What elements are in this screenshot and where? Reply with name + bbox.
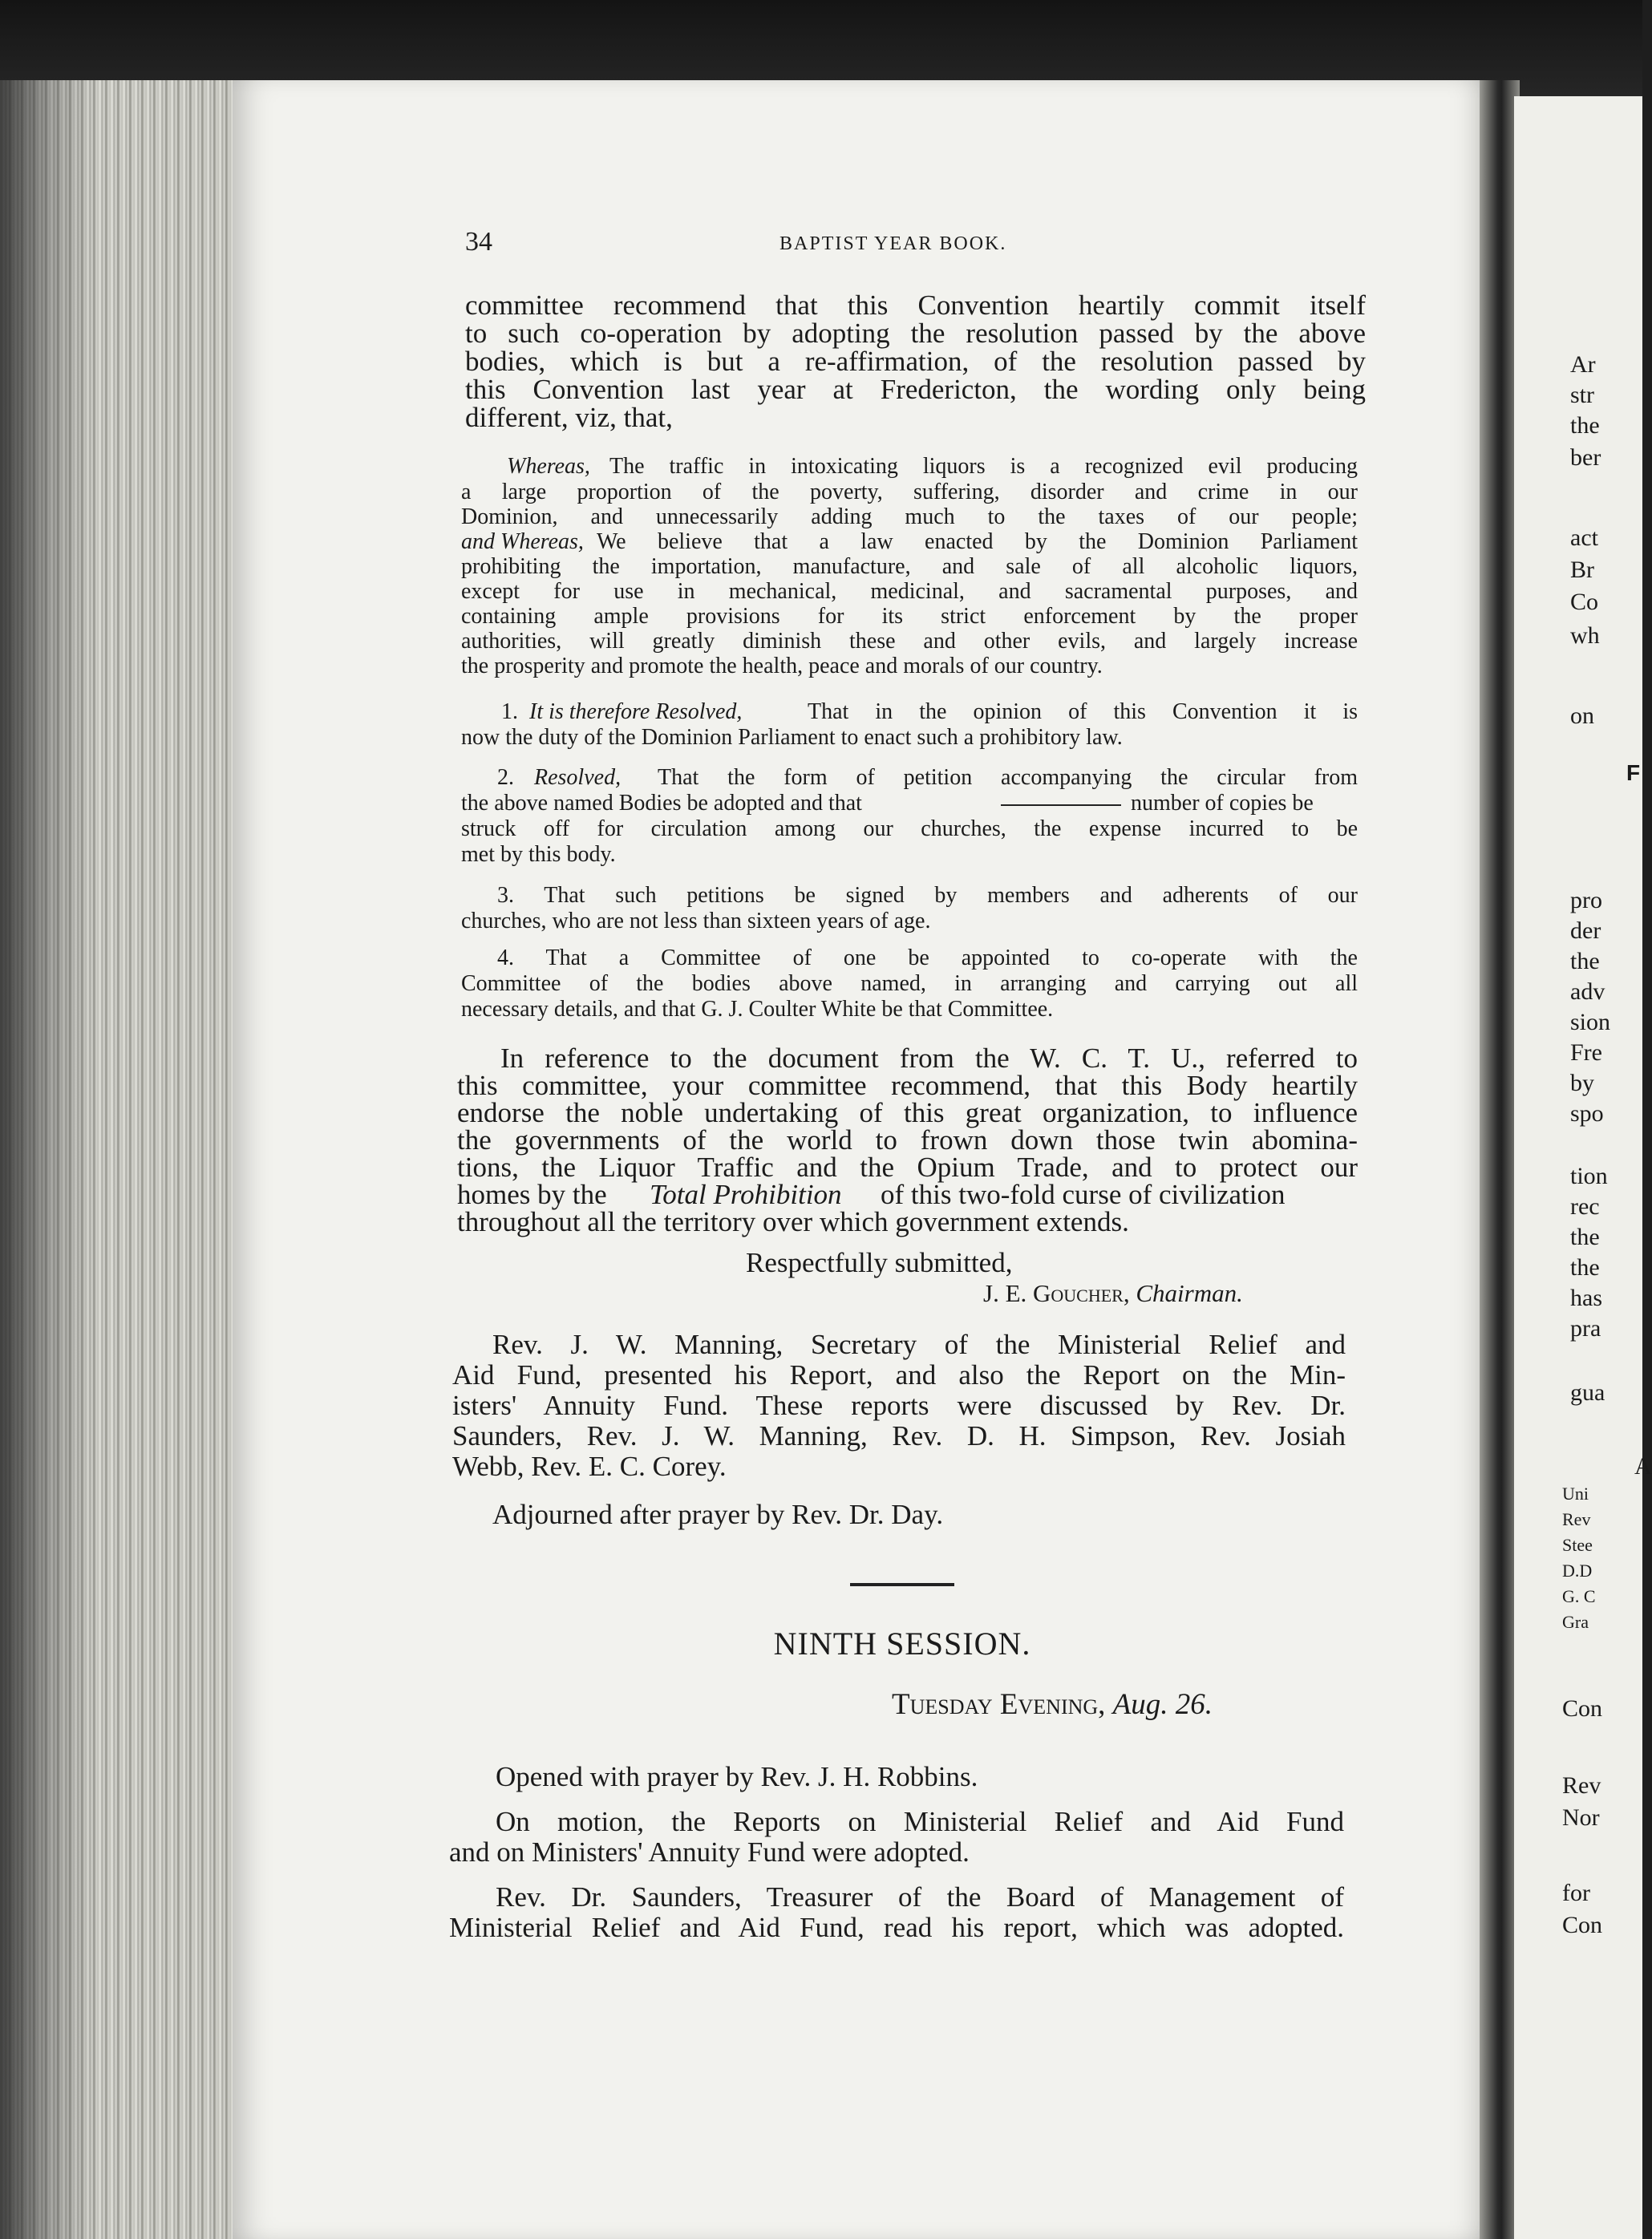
text-line: now the duty of the Dominion Parliament to enact such a prohibitory law. bbox=[461, 725, 1123, 750]
closing: Respectfully submitted, bbox=[746, 1247, 1013, 1278]
fragment-text: on bbox=[1570, 702, 1594, 729]
text-line: of this two-fold curse of civilization bbox=[881, 1179, 1286, 1210]
fragment-text: Ar bbox=[1570, 351, 1596, 378]
text-line: committee recommend that this Convention heartily commit itself bbox=[465, 289, 1366, 321]
edge-shadow bbox=[0, 80, 96, 2239]
text-line: the prosperity and promote the health, peace and morals of our country. bbox=[461, 654, 1103, 678]
text-line: That the form of petition accompanying the circular from bbox=[658, 765, 1358, 790]
text-line: endorse the noble undertaking of this great organization, to influence bbox=[457, 1097, 1358, 1128]
fragment-text: the bbox=[1570, 412, 1600, 439]
fragment-text: pro bbox=[1570, 887, 1602, 913]
fragment-text: rec bbox=[1570, 1193, 1600, 1220]
text-line: and on Ministers' Annuity Fund were adopted. bbox=[449, 1836, 970, 1868]
resolved-label: It is therefore Resolved, bbox=[529, 699, 743, 724]
text-line: Rev. J. W. Manning, Secretary of the Ministerial Relief and bbox=[492, 1329, 1346, 1360]
fragment-text: adv bbox=[1570, 978, 1605, 1005]
text-line: In reference to the document from the W. C. T. U., referred to bbox=[500, 1043, 1358, 1074]
adjourned-line: Adjourned after prayer by Rev. Dr. Day. bbox=[492, 1499, 944, 1530]
signer-name: J. E. Goucher, bbox=[983, 1279, 1130, 1307]
fragment-text: spo bbox=[1570, 1100, 1604, 1127]
signer-role: Chairman. bbox=[1136, 1279, 1243, 1307]
fragment-text: has bbox=[1570, 1285, 1602, 1311]
fragment-text: pra bbox=[1570, 1315, 1601, 1342]
fragment-text: the bbox=[1570, 1224, 1600, 1250]
blank-line bbox=[1001, 804, 1121, 806]
text-line: except for use in mechanical, medicinal, and sacramental purposes, and bbox=[461, 579, 1358, 604]
fragment-text: wh bbox=[1570, 622, 1600, 649]
text-line: a large proportion of the poverty, suffering, disorder and crime in our bbox=[461, 480, 1358, 504]
text-line: Saunders, Rev. J. W. Manning, Rev. D. H. Simpson, Rev. Josiah bbox=[452, 1420, 1346, 1452]
text-line: this committee, your committee recommend, that this Body heartily bbox=[457, 1070, 1358, 1101]
text-line: Webb, Rev. E. C. Corey. bbox=[452, 1451, 727, 1482]
fragment-text: Br bbox=[1570, 557, 1594, 583]
text-line: Aid Fund, presented his Report, and also the Report on the Min- bbox=[452, 1359, 1346, 1391]
item-number: 2. bbox=[497, 765, 514, 790]
text-line: churches, who are not less than sixteen years of age. bbox=[461, 909, 931, 933]
fragment-text: D.D bbox=[1562, 1561, 1593, 1581]
fragment-text: str bbox=[1570, 382, 1594, 408]
fragment-text: the bbox=[1570, 948, 1600, 974]
fragment-text: Rev bbox=[1562, 1772, 1601, 1799]
fragment-text: A bbox=[1634, 1453, 1652, 1480]
text-line: Ministerial Relief and Aid Fund, read his report, which was adopted. bbox=[449, 1912, 1344, 1943]
and-whereas-label: and Whereas, bbox=[461, 529, 584, 554]
text-line: bodies, which is but a re-affirmation, of the resolution passed by bbox=[465, 346, 1366, 377]
text-line: to such co-operation by adopting the resolution passed by the above bbox=[465, 318, 1366, 349]
fragment-text: Uni bbox=[1562, 1484, 1589, 1504]
emphasis-total-prohibition: Total Prohibition bbox=[650, 1179, 842, 1210]
fragment-text: for bbox=[1562, 1880, 1590, 1906]
running-title: BAPTIST YEAR BOOK. bbox=[779, 233, 1007, 254]
text-line: different, viz, that, bbox=[465, 402, 673, 433]
text-line: 3. That such petitions be signed by members and adherents of our bbox=[497, 883, 1358, 908]
page-number: 34 bbox=[465, 227, 492, 257]
fragment-text: Gra bbox=[1562, 1612, 1589, 1632]
text-line: The traffic in intoxicating liquors is a recognized evil producing bbox=[609, 454, 1358, 479]
fragment-text: Fre bbox=[1570, 1039, 1602, 1066]
text-line: authorities, will greatly diminish these and other evils, and largely increase bbox=[461, 629, 1358, 654]
dateline-day: Tuesday Evening, bbox=[892, 1688, 1106, 1721]
text-line: Committee of the bodies above named, in arranging and carrying out all bbox=[461, 971, 1358, 996]
opened-line: Opened with prayer by Rev. J. H. Robbins. bbox=[496, 1761, 978, 1792]
text-line: necessary details, and that G. J. Coulter White be that Committee. bbox=[461, 997, 1054, 1022]
fragment-text: the bbox=[1570, 1254, 1600, 1281]
text-line: That in the opinion of this Convention it is bbox=[808, 699, 1358, 724]
dateline-date: Aug. 26. bbox=[1112, 1688, 1213, 1721]
text-line: isters' Annuity Fund. These reports were discussed by Rev. Dr. bbox=[452, 1390, 1346, 1421]
fragment-text: Con bbox=[1562, 1695, 1603, 1722]
text-line: Rev. Dr. Saunders, Treasurer of the Board of Management of bbox=[496, 1881, 1344, 1913]
fragment-text: F bbox=[1626, 760, 1641, 785]
text-line: this Convention last year at Fredericton, the wording only being bbox=[465, 374, 1366, 405]
text-line: We believe that a law enacted by the Dominion Parliament bbox=[597, 529, 1358, 554]
fragment-text: tion bbox=[1570, 1163, 1608, 1189]
fragment-text: der bbox=[1570, 917, 1601, 944]
text-line: throughout all the territory over which government extends. bbox=[457, 1206, 1129, 1237]
item-number: 1. bbox=[501, 699, 518, 724]
fragment-text: Rev bbox=[1562, 1509, 1591, 1529]
fragment-text: G. C bbox=[1562, 1586, 1596, 1606]
fragment-text: gua bbox=[1570, 1379, 1605, 1406]
fragment-text: Stee bbox=[1562, 1535, 1593, 1555]
text-line: met by this body. bbox=[461, 842, 616, 867]
section-divider bbox=[850, 1583, 954, 1586]
text-line: 4. That a Committee of one be appointed to co-operate with the bbox=[497, 945, 1358, 970]
fragment-text: Nor bbox=[1562, 1804, 1600, 1831]
fragment-text: Co bbox=[1570, 589, 1599, 615]
text-line: homes by the bbox=[457, 1179, 607, 1210]
session-title: NINTH SESSION. bbox=[773, 1626, 1031, 1662]
text-line: containing ample provisions for its strict enforcement by the proper bbox=[461, 604, 1358, 629]
fragment-text: by bbox=[1570, 1070, 1594, 1096]
fragment-text: ber bbox=[1570, 444, 1601, 471]
text-line: number of copies be bbox=[1131, 791, 1314, 816]
text-line: On motion, the Reports on Ministerial Relief and Aid Fund bbox=[496, 1806, 1344, 1837]
text-line: the above named Bodies be adopted and that bbox=[461, 791, 862, 816]
text-line: tions, the Liquor Traffic and the Opium Trade, and to protect our bbox=[457, 1152, 1358, 1183]
fragment-text: sion bbox=[1570, 1009, 1611, 1035]
fragment-text: Con bbox=[1562, 1912, 1603, 1938]
resolved-label: Resolved, bbox=[534, 765, 622, 790]
text-line: Dominion, and unnecessarily adding much to the taxes of our people; bbox=[461, 504, 1358, 529]
text-line: prohibiting the importation, manufacture, and sale of all alcoholic liquors, bbox=[461, 554, 1358, 579]
text-line: the governments of the world to frown down those twin abomina- bbox=[457, 1124, 1358, 1156]
text-line: struck off for circulation among our churches, the expense incurred to be bbox=[461, 816, 1358, 841]
fragment-text: act bbox=[1570, 524, 1598, 551]
whereas-label: Whereas, bbox=[507, 454, 590, 479]
